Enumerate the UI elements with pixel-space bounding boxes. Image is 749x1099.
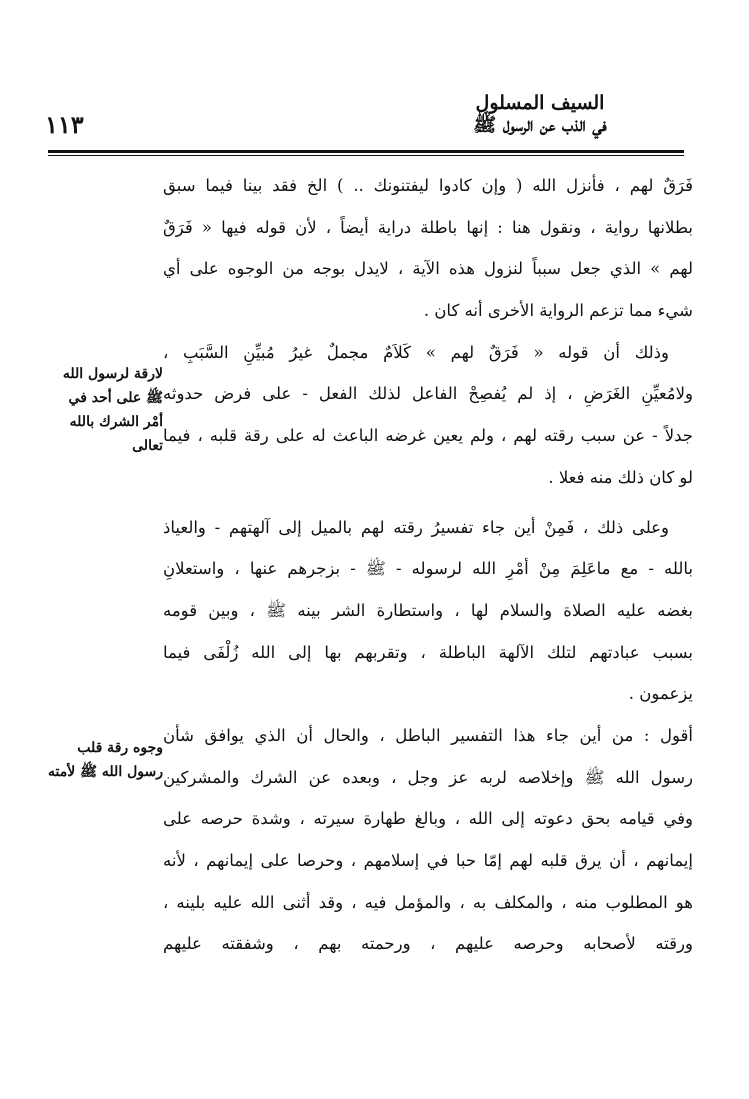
header-rule-thick (48, 150, 684, 153)
text-line: بسبب عبادتهم لتلك الآلهة الباطلة ، وتقربهم بها إلى الله زُلْفَى فيما (163, 642, 693, 662)
text-line: ولامُعيِّنِ الغَرَضِ ، إذ لم يُفصِحْ الفاعل لذلك الفعل - على فرض حدوثه (163, 384, 693, 404)
main-text (163, 165, 693, 965)
text-line: بغضه عليه الصلاة والسلام لها ، واستطارة الشر بينه ﷺ ، وبين قومه (163, 600, 693, 620)
paragraph-4 (163, 715, 693, 965)
text-line: فَرَقٌ لهم ، فأنزل الله ( وإن كادوا ليفتنونك .. ) الخ فقد بينا فيما سبق (163, 176, 693, 195)
text-line: وفي قيامه بحق دعوته إلى الله ، وبالغ طهارة سيرته ، وشدة حرصه على (163, 809, 693, 829)
text-line: بالله - مع ماعَلِمَ مِنْ أمْرِ الله لرسوله - ﷺ - بزجرهم عنها ، واستعلانِ (163, 559, 693, 579)
margin-note-aspects-of-tenderness: وجوه رقة قلب رسول الله ﷺ لأمته (48, 740, 163, 780)
text-line: جدلاً - عن سبب رقته لهم ، ولم يعين غرضه الباعث له على رقة قلبه ، فيما (163, 426, 693, 446)
text-line: هو المطلوب منه ، والمكلف به ، والمؤمل فيه ، وقد أثنى الله عليه بلينه ، (163, 892, 693, 912)
text-line: ورقته لأصحابه وحرصه عليهم ، ورحمته بهم ، وشفقته عليهم (163, 934, 693, 954)
text-line: أقول : من أين جاء هذا التفسير الباطل ، والحال أن الذي يوافق شأن (163, 725, 693, 745)
text-line: بطلانها رواية ، ونقول هنا : إنها باطلة دراية أيضاً ، لأن قوله فيها « فَرَقٌ (163, 217, 693, 237)
paragraph-2 (163, 332, 693, 499)
book-title (390, 92, 690, 136)
book-title-line1: السيف المسلول (475, 92, 605, 114)
book-title-line2: في الذب عن الرسول ﷺ (473, 114, 607, 136)
paragraph-gap (163, 499, 693, 507)
text-line: لو كان ذلك منه فعلا . (548, 467, 693, 487)
page-number: ١١٣ (45, 110, 84, 139)
text-line: وذلك أن قوله « فَرَقٌ لهم » كَلاَمٌ مجملٌ غيرُ مُبيِّنِ السَّبَبِ ، (163, 342, 669, 362)
text-line: يزعمون . (628, 684, 693, 704)
margin-note-no-tenderness: لارقة لرسول الله ﷺ على أحد في أمْر الشرك بالله تعالى (62, 366, 163, 454)
text-line: إيمانهم ، أن يرق قلبه لهم إمّا حبا في إسلامهم ، وحرصا على إيمانهم ، لأنه (163, 851, 693, 870)
header-rule-thin (48, 155, 684, 156)
paragraph-3 (163, 507, 693, 715)
text-line: شيء مما تزعم الرواية الأخرى أنه كان . (423, 301, 693, 321)
page-header (40, 92, 690, 152)
text-line: رسول الله ﷺ وإخلاصه لربه عز وجل ، وبعده عن الشرك والمشركين (163, 767, 693, 787)
text-line: لهم » الذي جعل سبباً لنزول هذه الآية ، لايدل بوجه من الوجوه على أي (163, 259, 693, 279)
paragraph-1 (163, 165, 693, 332)
text-line: وعلى ذلك ، فَمِنْ أين جاء تفسيرُ رقته لهم بالميل إلى آلهتهم - والعياذ (163, 517, 669, 537)
